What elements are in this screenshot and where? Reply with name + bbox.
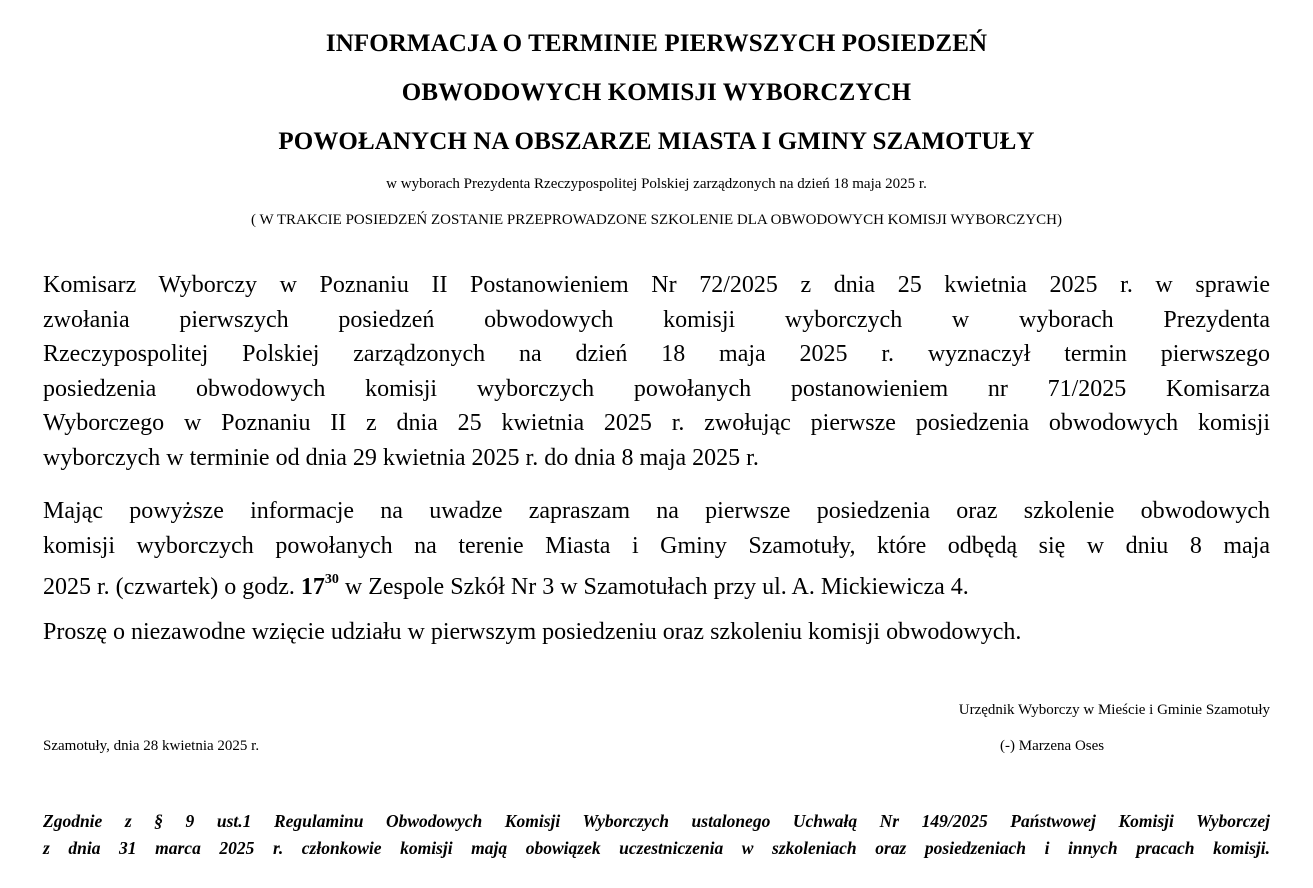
paragraph-2-line: komisji wyborczych powołanych na terenie Miasta i Gminy Szamotuły, które odbędą się w dniu 8 maja <box>43 532 1270 559</box>
paragraph-1 <box>43 268 1270 476</box>
meeting-location-text: w Zespole Szkół Nr 3 w Szamotułach przy ul. A. Mickiewicza 4. <box>338 574 969 601</box>
paragraph-3-line: Proszę o niezawodne wzięcie udziału w pierwszym posiedzeniu oraz szkoleniu komisji obwodowych. <box>43 619 1022 645</box>
paragraph-1-line: Rzeczypospolitej Polskiej zarządzonych na dzień 18 maja 2025 r. wyznaczył termin pierwszego <box>43 341 1270 368</box>
paragraph-1-line: posiedzenia obwodowych komisji wyborczych powołanych postanowieniem nr 71/2025 Komisarza <box>43 375 1270 402</box>
meeting-time-minutes: 30 <box>324 572 339 588</box>
paragraph-2 <box>43 494 1270 601</box>
paragraph-2-last-line <box>43 563 1270 601</box>
paragraph-1-line: Wyborczego w Poznaniu II z dnia 25 kwietnia 2025 r. zwołując pierwsze posiedzenia obwodowych komisji <box>43 410 1270 437</box>
paragraph-1-line: Komisarz Wyborczy w Poznaniu II Postanowieniem Nr 72/2025 z dnia 25 kwietnia 2025 r. w sprawie <box>43 272 1270 298</box>
signature-name: (-) Marzena Oses <box>1000 738 1105 754</box>
legal-note-line: z dnia 31 marca 2025 r. członkowie komisji mają obowiązek uczestniczenia w szkoleniach oraz posiedzeniach i innych pracach komisji. <box>43 838 1270 858</box>
title-line-2: OBWODOWYCH KOMISJI WYBORCZYCH <box>401 79 912 106</box>
legal-note-line: Zgodnie z § 9 ust.1 Regulaminu Obwodowych Komisji Wyborczych ustalonego Uchwałą Nr 149/2025 Państwowej Komisji Wyborczej <box>43 811 1270 831</box>
paragraph-3 <box>43 615 1270 650</box>
signature-office: Urzędnik Wyborczy w Mieście i Gminie Szamotuły <box>958 702 1270 718</box>
training-note: ( W TRAKCIE POSIEDZEŃ ZOSTANIE PRZEPROWADZONE SZKOLENIE DLA OBWODOWYCH KOMISJI WYBORCZYCH) <box>251 212 1062 228</box>
paragraph-2-line: Mając powyższe informacje na uwadze zapraszam na pierwsze posiedzenia oraz szkolenie obwodowych <box>43 498 1270 524</box>
paragraph-1-line: zwołania pierwszych posiedzeń obwodowych komisji wyborczych w wyborach Prezydenta <box>43 306 1270 333</box>
meeting-time-hour: 17 <box>300 574 325 601</box>
subtitle: w wyborach Prezydenta Rzeczypospolitej Polskiej zarządzonych na dzień 18 maja 2025 r. <box>386 176 927 192</box>
place-date: Szamotuły, dnia 28 kwietnia 2025 r. <box>43 738 260 754</box>
paragraph-1-line: wyborczych w terminie od dnia 29 kwietnia 2025 r. do dnia 8 maja 2025 r. <box>43 444 759 471</box>
meeting-date-text: 2025 r. (czwartek) o godz. <box>43 574 301 601</box>
title-line-3: POWOŁANYCH NA OBSZARZE MIASTA I GMINY SZAMOTUŁY <box>278 128 1035 155</box>
title-line-1: INFORMACJA O TERMINIE PIERWSZYCH POSIEDZEŃ <box>325 30 988 57</box>
legal-note <box>43 808 1270 862</box>
